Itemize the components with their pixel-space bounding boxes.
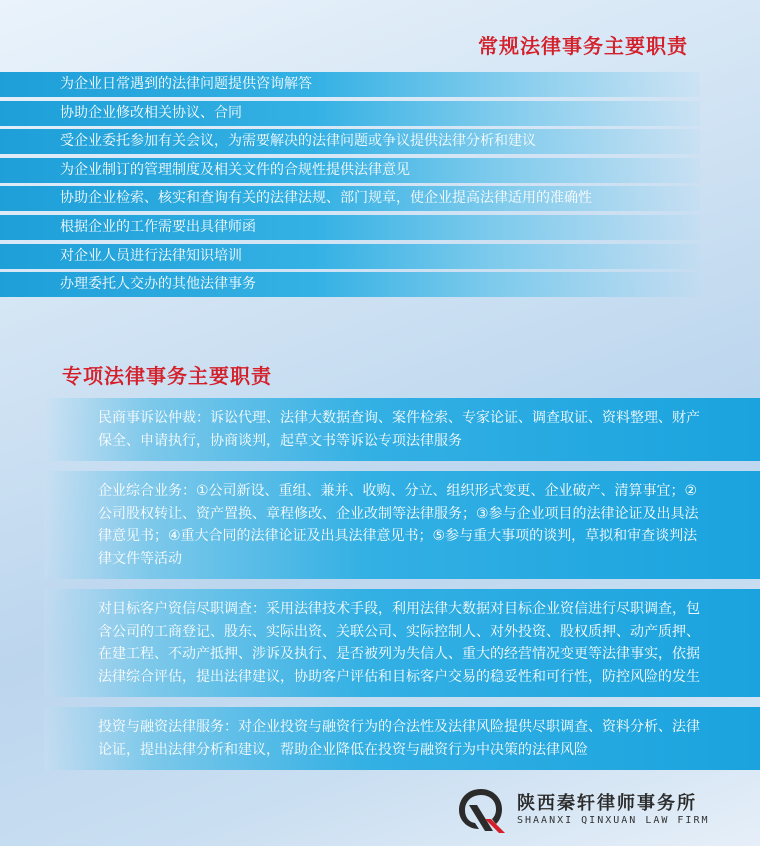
regular-section-title: 常规法律事务主要职责 <box>478 34 688 58</box>
firm-name-cn: 陕西秦轩律师事务所 <box>517 793 697 814</box>
list-item: 根据企业的工作需要出具律师函 <box>0 215 700 240</box>
list-item: 为企业日常遇到的法律问题提供咨询解答 <box>0 72 700 97</box>
list-item: 对目标客户资信尽职调查：采用法律技术手段，利用法律大数据对目标企业资信进行尽职调查，包含公司的工商登记、股东、实际出资、关联公司、实际控制人、对外投资、股权质押、动产质押、在建工程、不动产抵押、涉诉及执行、是否被列为失信人、重大的经营情况变更等法律事实，依据法律综合评估，提出法律建议，协助客户评估和目标客户交易的稳妥性和可行性，防控风险的发生 <box>44 589 760 697</box>
qx-logo-mark-icon <box>455 785 507 835</box>
list-item: 对企业人员进行法律知识培训 <box>0 244 700 269</box>
firm-name-en: SHAANXI QINXUAN LAW FIRM <box>517 815 710 826</box>
list-item: 受企业委托参加有关会议，为需要解决的法律问题或争议提供法律分析和建议 <box>0 129 700 154</box>
list-item: 协助企业修改相关协议、合同 <box>0 101 700 126</box>
list-item: 协助企业检索、核实和查询有关的法律法规、部门规章，使企业提高法律适用的准确性 <box>0 186 700 211</box>
list-item: 投资与融资法律服务：对企业投资与融资行为的合法性及法律风险提供尽职调查、资料分析、法律论证，提出法律分析和建议，帮助企业降低在投资与融资行为中决策的法律风险 <box>44 707 760 770</box>
list-item: 企业综合业务：①公司新设、重组、兼并、收购、分立、组织形式变更、企业破产、清算事宜；②公司股权转让、资产置换、章程修改、企业改制等法律服务；③参与企业项目的法律论证及出具法律意见书；④重大合同的法律论证及出具法律意见书；⑤参与重大事项的谈判，草拟和审查谈判法律文件等活动 <box>44 471 760 579</box>
list-item: 办理委托人交办的其他法律事务 <box>0 272 700 297</box>
list-item: 民商事诉讼仲裁：诉讼代理、法律大数据查询、案件检索、专家论证、调查取证、资料整理、财产保全、申请执行，协商谈判，起草文书等诉讼专项法律服务 <box>44 398 760 461</box>
special-section-title: 专项法律事务主要职责 <box>62 364 272 388</box>
special-duties-list <box>44 398 760 780</box>
firm-logo <box>455 785 710 835</box>
list-item: 为企业制订的管理制度及相关文件的合规性提供法律意见 <box>0 158 700 183</box>
regular-duties-list <box>0 72 700 301</box>
